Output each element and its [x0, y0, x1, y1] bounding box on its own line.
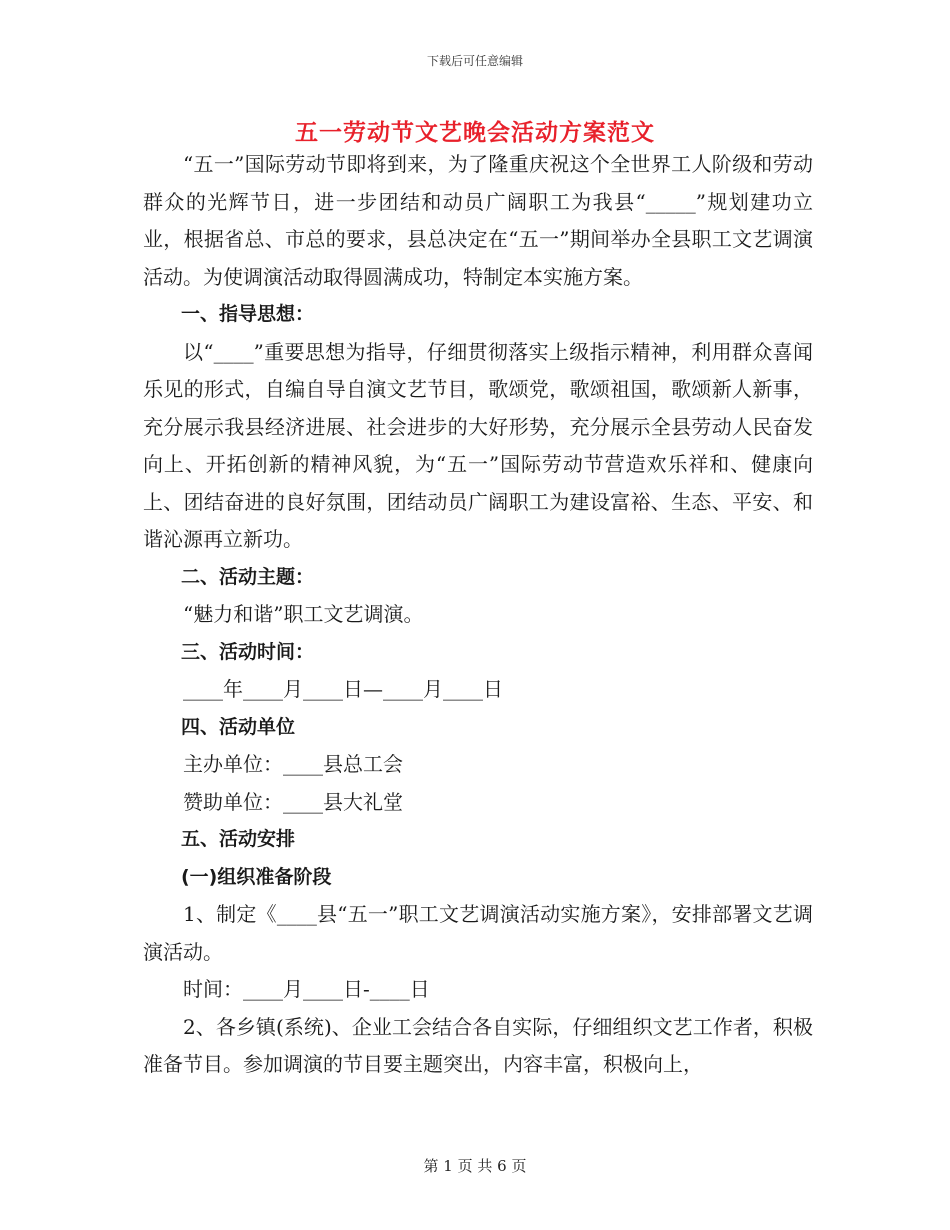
subsection-heading-preparation: (一)组织准备阶段	[181, 865, 332, 888]
sponsor-text: 赞助单位：____县大礼堂	[183, 789, 403, 814]
item-1-text: 1、制定《____县“五一”职工文艺调演活动实施方案》，安排部署文艺调演活动。	[143, 902, 813, 964]
section-heading-activity-units: 四、活动单位	[181, 715, 296, 738]
document-title: 五一劳动节文艺晚会活动方案范文	[295, 120, 655, 146]
activity-theme-text: “魅力和谐”职工文艺调演。	[183, 602, 424, 626]
page-footer: 第 1 页 共 6 页	[423, 1157, 527, 1175]
section-heading-activity-arrangement: 五、活动安排	[181, 828, 296, 850]
header-note: 下载后可任意编辑	[426, 54, 523, 68]
section-heading-activity-time: 三、活动时间：	[181, 640, 315, 663]
item-1-time-text: 时间：____月____日-____日	[183, 977, 430, 1001]
organizer-text: 主办单位：____县总工会	[183, 752, 403, 776]
document-body	[143, 146, 813, 1084]
section-heading-guiding-ideology: 一、指导思想：	[181, 303, 315, 325]
activity-time-text: ____年____月____日—____月____日	[183, 677, 503, 701]
guiding-ideology-paragraph: 以“____”重要思想为指导，仔细贯彻落实上级指示精神，利用群众喜闻乐见的形式，自编自导自演文艺节目，歌颂党，歌颂祖国，歌颂新人新事，充分展示我县经济进展、社会进步的大好形势，充分展示全县劳动人民奋发向上、开拓创新的精神风貌，为“五一”国际劳动节营造欢乐祥和、健康向上、团结奋进的良好氛围，团结动员广阔职工为建设富裕、生态、平安、和谐沁源再立新功。	[143, 339, 813, 551]
item-2-text: 2、各乡镇(系统)、企业工会结合各自实际，仔细组织文艺工作者，积极准备节目。参加调演的节目要主题突出，内容丰富，积极向上，	[143, 1014, 813, 1076]
intro-paragraph: “五一”国际劳动节即将到来，为了隆重庆祝这个全世界工人阶级和劳动群众的光辉节日，进一步团结和动员广阔职工为我县“_____”规划建功立业，根据省总、市总的要求，县总决定在“五一”期间举办全县职工文艺调演活动。为使调演活动取得圆满成功，特制定本实施方案。	[143, 152, 813, 289]
section-heading-activity-theme: 二、活动主题：	[181, 565, 315, 588]
